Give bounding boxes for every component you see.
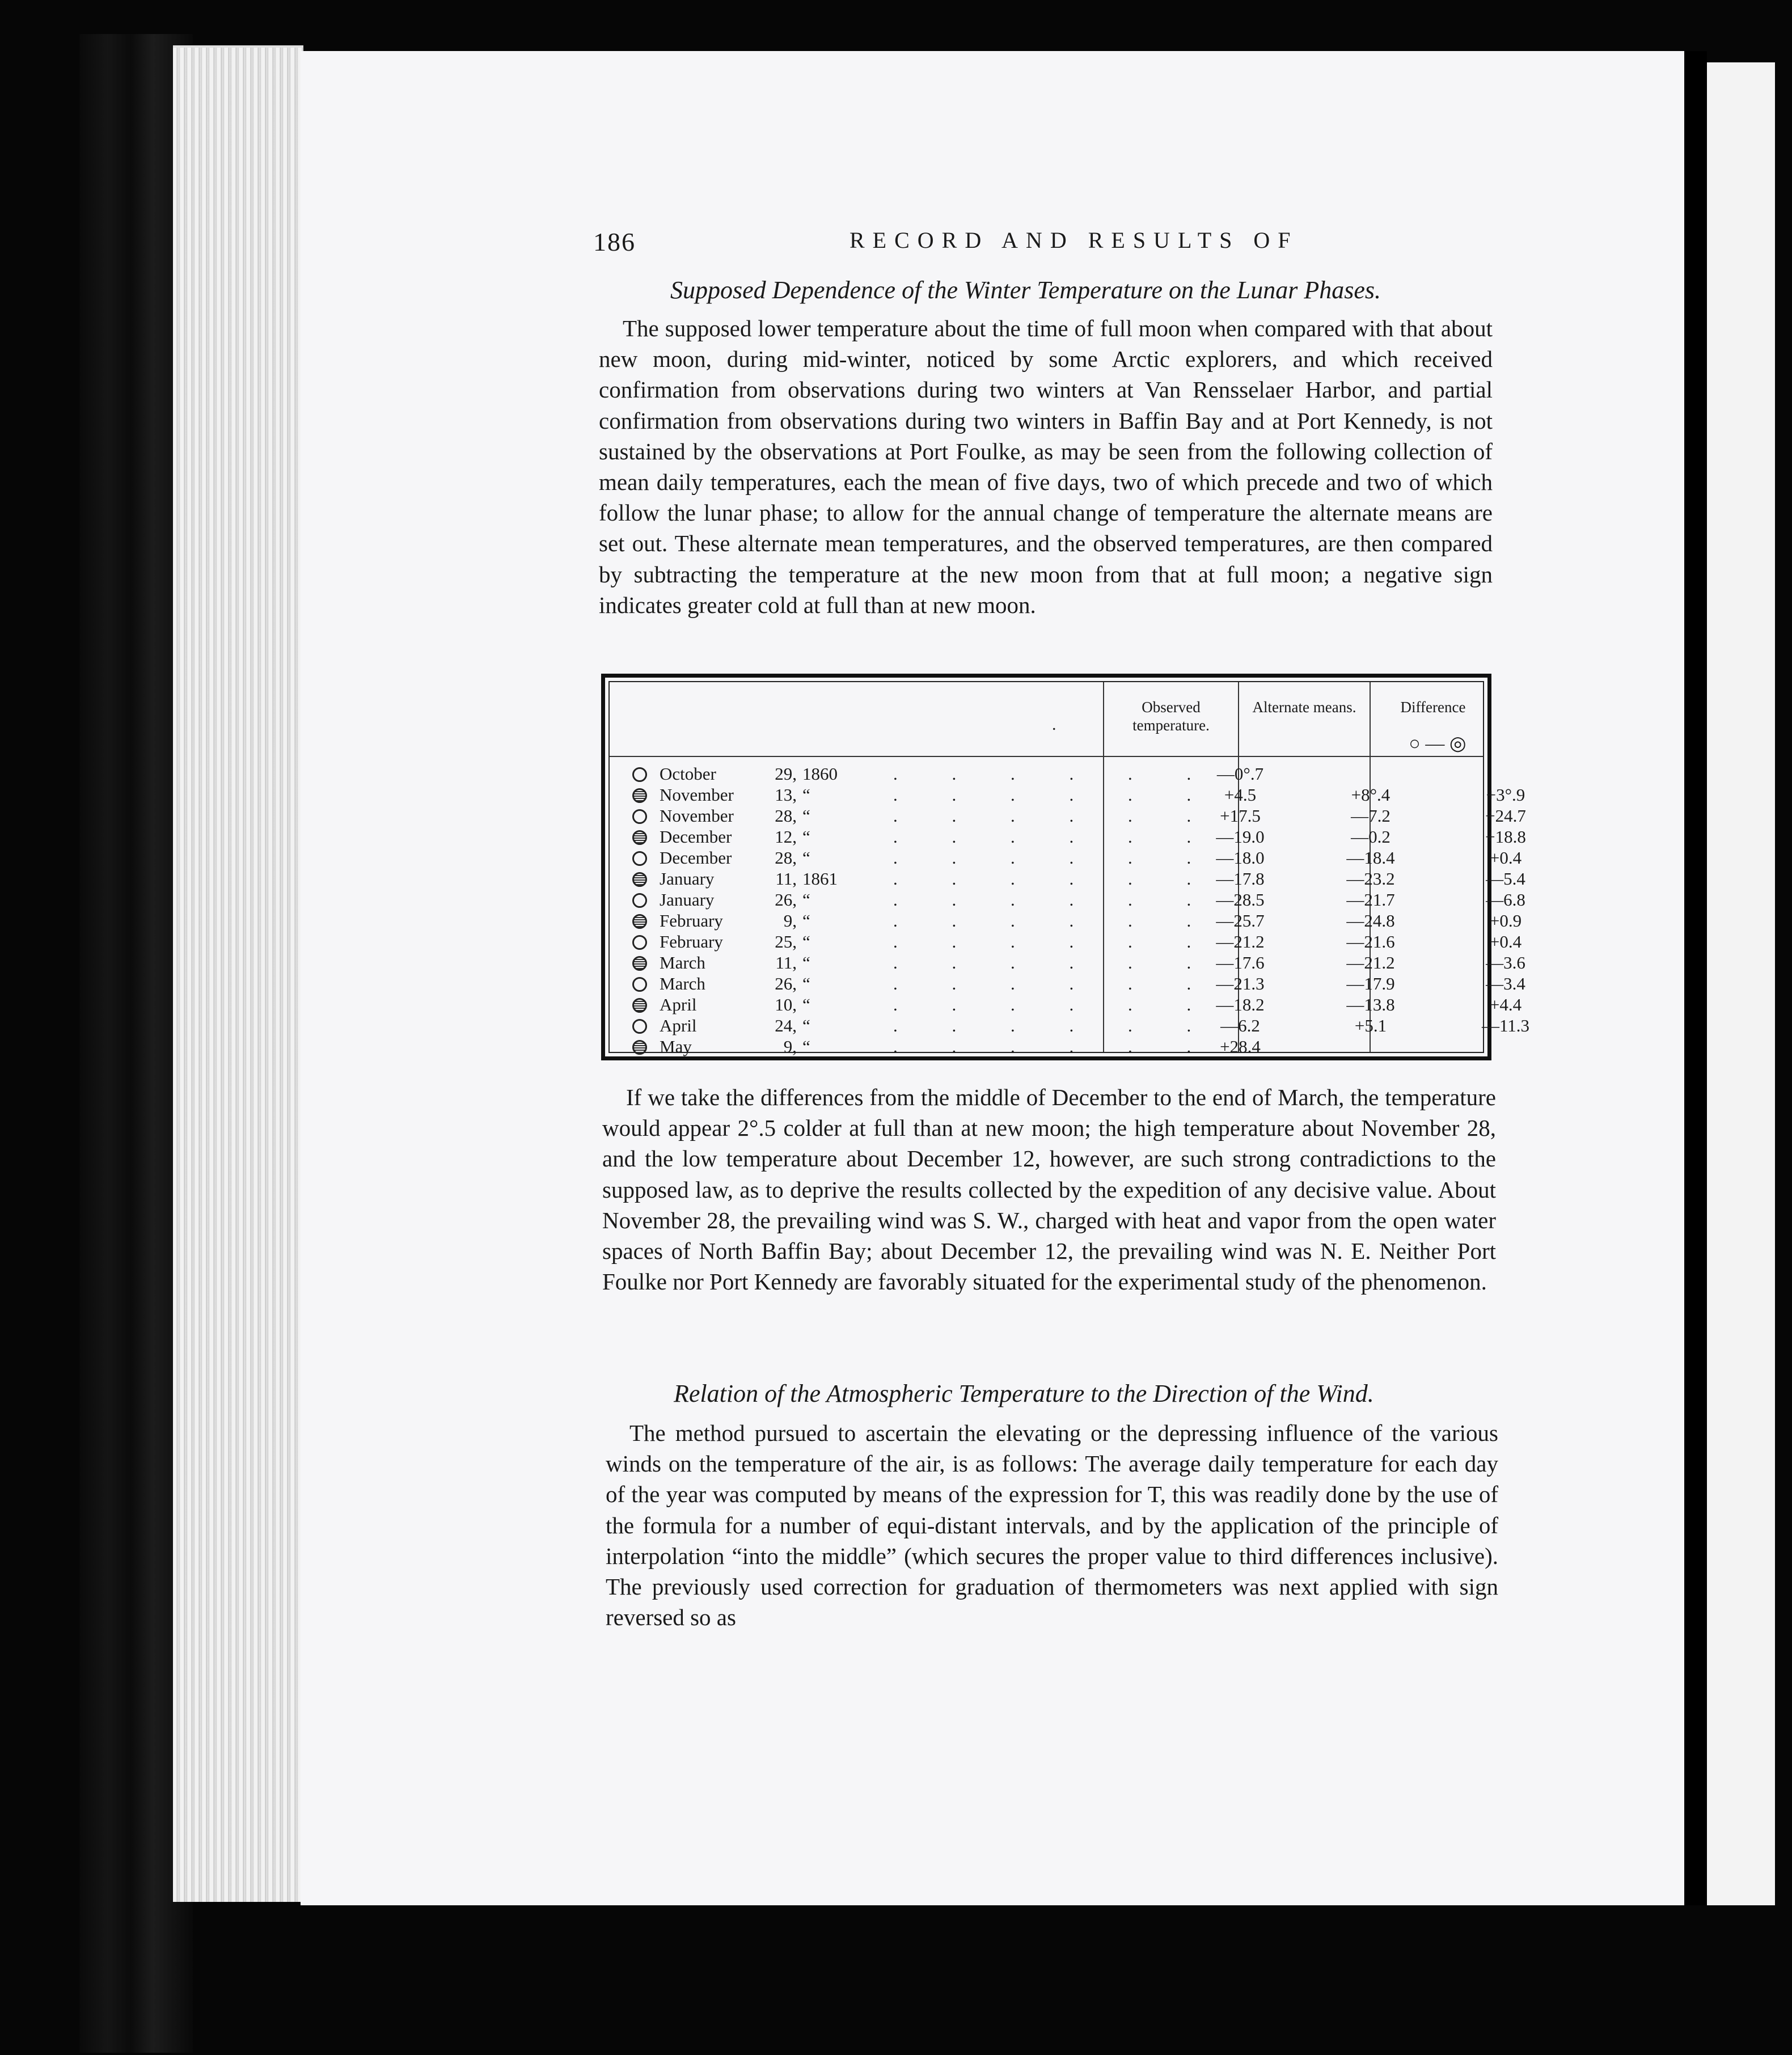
year-cell: “: [802, 974, 810, 993]
difference-cell: +0.4: [1489, 848, 1522, 868]
difference-symbols: ○ — ◎: [1409, 733, 1466, 754]
day-cell: 25,: [775, 932, 797, 952]
table-row: [610, 931, 1522, 952]
alternate-cell: —0.2: [1351, 827, 1391, 847]
paragraph-lunar-conclusion: If we take the differences from the middle of December to the end of March, the temperature would appear 2°.5 colder at full than at new moon; the high temperature about November 28, and the low temperature about December 12, however, are such strong contradictions to the supposed law, as to deprive the results collected by the expedition of any decisive value. About November 28, the prevailing wind was S. W., charged with heat and vapor from the open water spaces of North Baffin Bay; about December 12, the prevailing wind was N. E. Neither Port Foulke nor Port Kennedy are favorably situated for the experimental study of the phenomenon.: [602, 1084, 1496, 1295]
new-moon-icon: [632, 1040, 647, 1055]
year-cell: “: [802, 890, 810, 910]
observed-cell: —18.0: [1216, 848, 1265, 868]
leader-dots: . . . . . .: [893, 932, 1216, 952]
leader-dots: . . . . . .: [893, 1037, 1216, 1056]
month-cell: February: [660, 911, 723, 931]
table-row: [610, 805, 1526, 826]
day-cell: 10,: [775, 995, 797, 1014]
difference-cell: +0.9: [1489, 911, 1522, 931]
difference-cell: —5.4: [1486, 869, 1525, 889]
leader-dots: . . . . . .: [893, 953, 1216, 972]
table-row: [610, 763, 1494, 784]
table-row: [610, 826, 1526, 847]
year-cell: “: [802, 953, 810, 972]
observed-cell: —21.2: [1216, 932, 1265, 952]
month-cell: December: [660, 827, 732, 847]
day-cell: 29,: [775, 764, 797, 784]
header-rule: [610, 756, 1483, 757]
day-cell: 9,: [783, 1037, 797, 1056]
table-row: [610, 847, 1522, 868]
day-cell: 13,: [775, 785, 797, 805]
day-cell: 26,: [775, 890, 797, 910]
leader-dots: . . . . . .: [893, 827, 1216, 847]
leader-dots: . . . . . .: [893, 785, 1216, 805]
observed-cell: —18.2: [1216, 995, 1265, 1014]
observed-cell: —25.7: [1216, 911, 1265, 931]
observed-cell: +4.5: [1224, 785, 1257, 805]
observed-cell: —21.3: [1216, 974, 1265, 993]
month-cell: May: [660, 1037, 692, 1056]
new-moon-icon: [632, 998, 647, 1013]
gutter-shadow: [1684, 51, 1707, 1905]
new-moon-icon: [632, 830, 647, 845]
observed-cell: —0°.7: [1216, 764, 1264, 784]
full-moon-icon: [632, 935, 647, 950]
difference-cell: —3.4: [1486, 974, 1525, 993]
day-cell: 12,: [775, 827, 797, 847]
day-cell: 26,: [775, 974, 797, 993]
year-cell: “: [802, 1037, 810, 1056]
header-alternate: Alternate means.: [1252, 699, 1356, 716]
month-cell: February: [660, 932, 723, 952]
table-row: [610, 910, 1522, 931]
header-observed: Observed temperature.: [1132, 699, 1210, 734]
month-cell: October: [660, 764, 716, 784]
difference-cell: +3°.9: [1486, 785, 1525, 805]
paragraph-wind-method: The method pursued to ascertain the elevating or the depressing influence of the various winds on the temperature of the air, is as follows: The average daily temperature for each day of the year was computed by means of the expression for T, this was readily done by the use of the formula for a number of equi-distant intervals, and by the application of the principle of interpolation “into the middle” (which secures the proper value to third differences inclusive). The previously used correction for graduation of thermometers was next applied with sign reversed so as: [606, 1420, 1498, 1631]
observed-cell: +17.5: [1220, 806, 1261, 826]
table-row: [610, 889, 1525, 910]
lunar-temperature-table: [601, 674, 1530, 1060]
leader-dots: . . . . . .: [893, 995, 1216, 1014]
full-moon-icon: [632, 893, 647, 908]
month-cell: March: [660, 974, 705, 993]
full-moon-icon: [632, 767, 647, 782]
leader-dots: . . . . . .: [893, 848, 1216, 868]
day-cell: 28,: [775, 848, 797, 868]
observed-cell: —17.8: [1216, 869, 1265, 889]
new-moon-icon: [632, 914, 647, 929]
leader-dots: . . . . . .: [893, 869, 1216, 889]
observed-cell: —17.6: [1216, 953, 1265, 972]
table-row: [610, 784, 1525, 805]
year-cell: 1861: [802, 869, 838, 889]
running-head: RECORD AND RESULTS OF: [849, 227, 1299, 253]
new-moon-icon: [632, 788, 647, 803]
full-moon-icon: [632, 977, 647, 992]
alternate-cell: —18.4: [1346, 848, 1395, 868]
section-heading-wind: Relation of the Atmospheric Temperature to the Direction of the Wind.: [674, 1380, 1374, 1407]
header-difference: Difference: [1400, 699, 1466, 716]
difference-cell: —11.3: [1481, 1016, 1530, 1035]
difference-cell: +4.4: [1489, 995, 1522, 1014]
leader-dots: . . . . . .: [893, 806, 1216, 826]
day-cell: 11,: [775, 869, 797, 889]
observed-cell: —19.0: [1216, 827, 1265, 847]
page-number: 186: [593, 227, 636, 256]
observed-cell: +28.4: [1220, 1037, 1261, 1056]
alternate-cell: —21.6: [1346, 932, 1395, 952]
page-edges: [173, 45, 303, 1902]
year-cell: “: [802, 785, 810, 805]
difference-cell: +0.4: [1489, 932, 1522, 952]
day-cell: 11,: [775, 953, 797, 972]
alternate-cell: —24.8: [1346, 911, 1395, 931]
alternate-cell: —7.2: [1351, 806, 1391, 826]
full-moon-icon: [632, 851, 647, 866]
full-moon-icon: [632, 809, 647, 824]
month-cell: March: [660, 953, 705, 972]
alternate-cell: —23.2: [1346, 869, 1395, 889]
table-row: [610, 994, 1522, 1015]
alternate-cell: —21.2: [1346, 953, 1395, 972]
header-dot: .: [1052, 715, 1056, 734]
leader-dots: . . . . . .: [893, 974, 1216, 993]
year-cell: “: [802, 995, 810, 1014]
observed-cell: —28.5: [1216, 890, 1265, 910]
year-cell: 1860: [802, 764, 838, 784]
day-cell: 9,: [783, 911, 797, 931]
leader-dots: . . . . . .: [893, 764, 1216, 784]
difference-cell: +18.8: [1485, 827, 1526, 847]
leader-dots: . . . . . .: [893, 1016, 1216, 1035]
alternate-cell: +8°.4: [1351, 785, 1391, 805]
month-cell: November: [660, 806, 734, 826]
new-moon-icon: [632, 872, 647, 887]
table-row: [610, 1036, 1494, 1057]
year-cell: “: [802, 827, 810, 847]
leader-dots: . . . . . .: [893, 911, 1216, 931]
year-cell: “: [802, 806, 810, 826]
year-cell: “: [802, 1016, 810, 1035]
alternate-cell: —13.8: [1346, 995, 1395, 1014]
day-cell: 28,: [775, 806, 797, 826]
year-cell: “: [802, 848, 810, 868]
year-cell: “: [802, 932, 810, 952]
section-heading-lunar: Supposed Dependence of the Winter Temperature on the Lunar Phases.: [670, 276, 1381, 304]
difference-cell: +24.7: [1485, 806, 1526, 826]
next-page-edge: [1707, 62, 1775, 1905]
alternate-cell: +5.1: [1354, 1016, 1387, 1035]
difference-cell: —6.8: [1486, 890, 1525, 910]
paragraph-lunar-intro: The supposed lower temperature about the time of full moon when compared with that about new moon, during mid-winter, noticed by some Arctic explorers, and which received confirmation from observations during two winters at Van Rensselaer Harbor, and partial confirmation from observations during two winters in Baffin Bay and at Port Kennedy, is not sustained by the observations at Port Foulke, as may be seen from the following collection of mean daily temperatures, each the mean of five days, two of which precede and two of which follow the lunar phase; to allow for the annual change of temperature the alternate means are set out. These alternate mean temperatures, and the observed temperatures, are then compared by subtracting the temperature at the new moon from that at full moon; a negative sign indicates greater cold at full than at new moon.: [599, 315, 1493, 618]
month-cell: January: [660, 869, 715, 889]
table-row: [610, 952, 1525, 973]
month-cell: December: [660, 848, 732, 868]
full-moon-icon: [632, 1019, 647, 1034]
table-row: [610, 1015, 1530, 1036]
leader-dots: . . . . . .: [893, 890, 1216, 910]
table-row: [610, 973, 1525, 994]
month-cell: November: [660, 785, 734, 805]
alternate-cell: —21.7: [1346, 890, 1395, 910]
day-cell: 24,: [775, 1016, 797, 1035]
difference-cell: —3.6: [1486, 953, 1525, 972]
year-cell: “: [802, 911, 810, 931]
month-cell: April: [660, 995, 697, 1014]
month-cell: January: [660, 890, 715, 910]
table-row: [610, 868, 1525, 889]
month-cell: April: [660, 1016, 697, 1035]
alternate-cell: —17.9: [1346, 974, 1395, 993]
observed-cell: —6.2: [1220, 1016, 1260, 1035]
new-moon-icon: [632, 956, 647, 971]
